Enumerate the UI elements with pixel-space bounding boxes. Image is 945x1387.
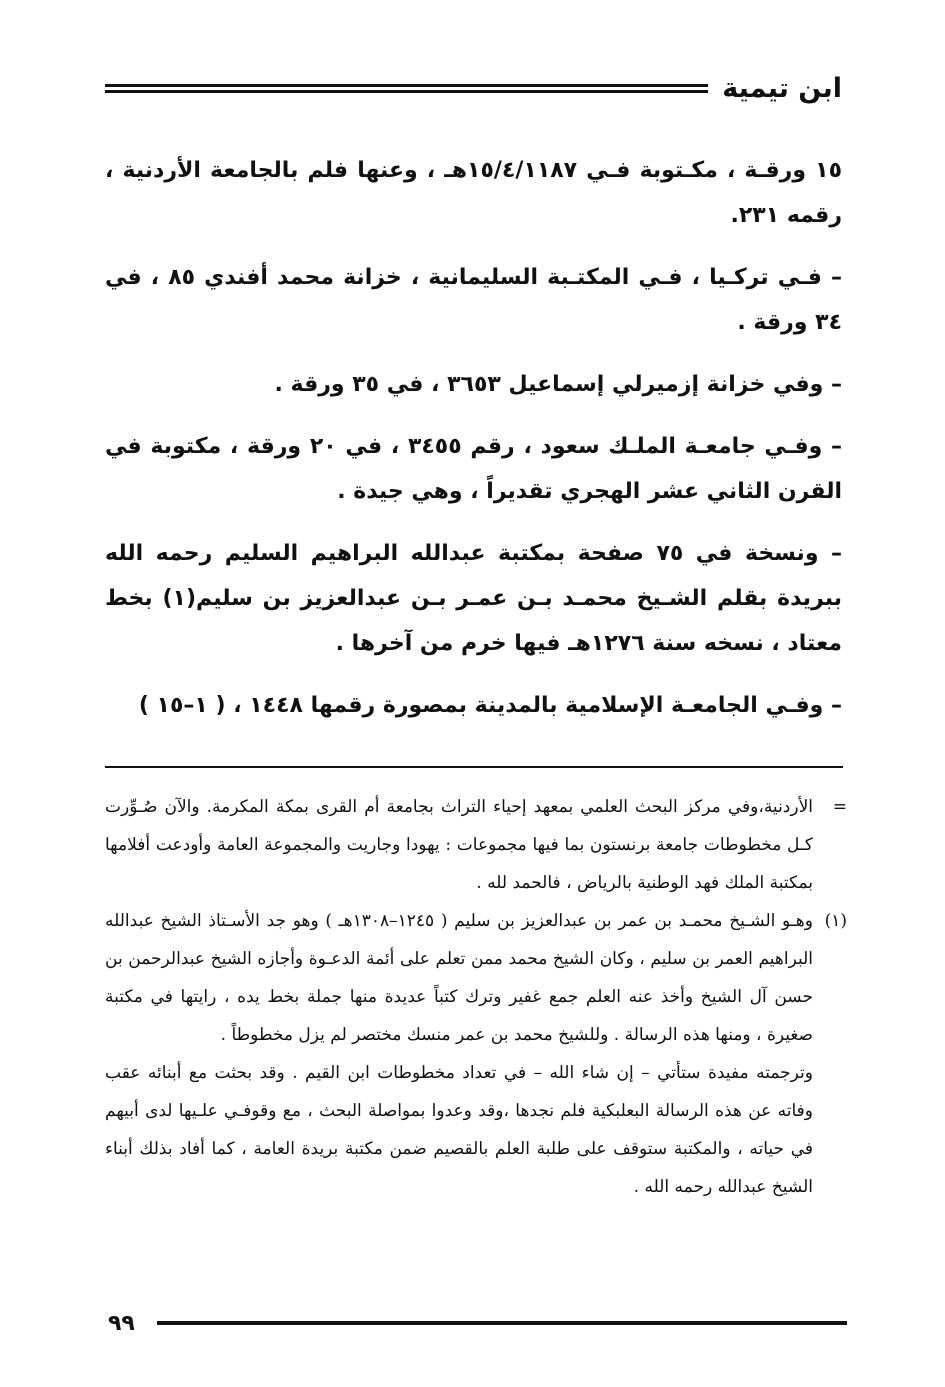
paragraph: – وفـي جامعـة الملـك سعود ، رقم ٣٤٥٥ ، في ٢٠ ورقة ، مكتوبة في القرن الثاني عشر الهجري تقديراً ، وهي جيدة . bbox=[105, 434, 843, 504]
footnote-continuation-text: الأردنية،وفي مركز البحث العلمي بمعهد إحياء التراث بجامعة أم القرى بمكة المكرمة. والآن صُـوِّرت كـل مخطوطات جامعة برنستون بما فيها مجموعات : يهودا وجاريت والمجموعة العامة وأودعت أفلامها بمكتبة الملك فهد الوطنية بالرياض ، فالحمد لله . bbox=[105, 797, 813, 893]
footnotes bbox=[105, 788, 847, 1206]
paragraph: – فـي تركـيا ، فـي المكتـبة السليمانية ، خزانة محمد أفندي ٨٥ ، في ٣٤ ورقة . bbox=[105, 265, 842, 335]
header-double-rule bbox=[105, 84, 708, 93]
paragraph: ١٥ ورقـة ، مكـتوبة فـي ١٥/٤/١١٨٧هـ ، وعنها فلم بالجامعة الأردنية ، رقمه ٢٣١. bbox=[105, 158, 842, 228]
running-header bbox=[105, 66, 842, 110]
page-number: ٩٩ bbox=[108, 1310, 135, 1336]
footnote-separator bbox=[105, 766, 843, 768]
paragraph: – ونسخة في ٧٥ صفحة بمكتبة عبدالله البراهيم السليم رحمه الله ببريدة بقلم الشـيخ محمـد بـن عمـر بـن عبدالعزيز بن سليم(١) بخط معتاد ، نسخه سنة ١٢٧٦هـ فيها خرم من آخرها . bbox=[105, 541, 843, 656]
footnote-1-marker: (١) bbox=[824, 911, 847, 931]
footnote-1-text: وهـو الشـيخ محمـد بن عمر بن عبدالعزيز بن سليم ( ١٢٤٥–١٣٠٨هـ ) وهو جد الأسـتاذ الشيخ عبدالله البراهيم العمر بن سليم ، وكان الشيخ محمد ممن تعلم على أئمة الدعـوة وأجازه الشيخ عبدالرحمن بن حسن آل الشيخ وأخذ عنه العلم جمع غفير وترك كتباً عديدة منها جملة بخط يده ، رايتها في مكتبة صغيرة ، ومنها هذه الرسالة . وللشيخ محمد بن عمر منسك مختصر لم يزل مخطوطاً . bbox=[105, 911, 813, 1045]
paragraph: – وفـي الجامعـة الإسلامية بالمدينة بمصورة رقمها ١٤٤٨ ، ( ١–١٥ ) bbox=[138, 693, 842, 718]
footnote-continuation-marker: = bbox=[832, 797, 847, 817]
footer-rule bbox=[157, 1321, 847, 1325]
header-title: ابن تيمية bbox=[722, 72, 842, 104]
footnote-1-continuation: وترجمته مفيدة ستأتي – إن شاء الله – في تعداد مخطوطات ابن القيم . وقد بحثت مع أبنائه عقب وفاته عن هذه الرسالة البعلبكية فلم نجدها ،وقد وعدوا بمواصلة البحث ، مع وقوفـي علـيها لدى أبيهم في حياته ، والمكتبة ستوقف على طلبة العلم بالقصيم ضمن مكتبة بريدة العامة ، كما أفاد بذلك أبناء الشيخ عبدالله رحمه الله . bbox=[105, 1063, 813, 1197]
footnote-1 bbox=[105, 902, 847, 1054]
page-footer bbox=[108, 1305, 847, 1341]
main-text bbox=[105, 148, 842, 745]
footnote-continuation bbox=[105, 788, 847, 902]
paragraph: – وفي خزانة إزميرلي إسماعيل ٣٦٥٣ ، في ٣٥ ورقة . bbox=[274, 372, 842, 397]
